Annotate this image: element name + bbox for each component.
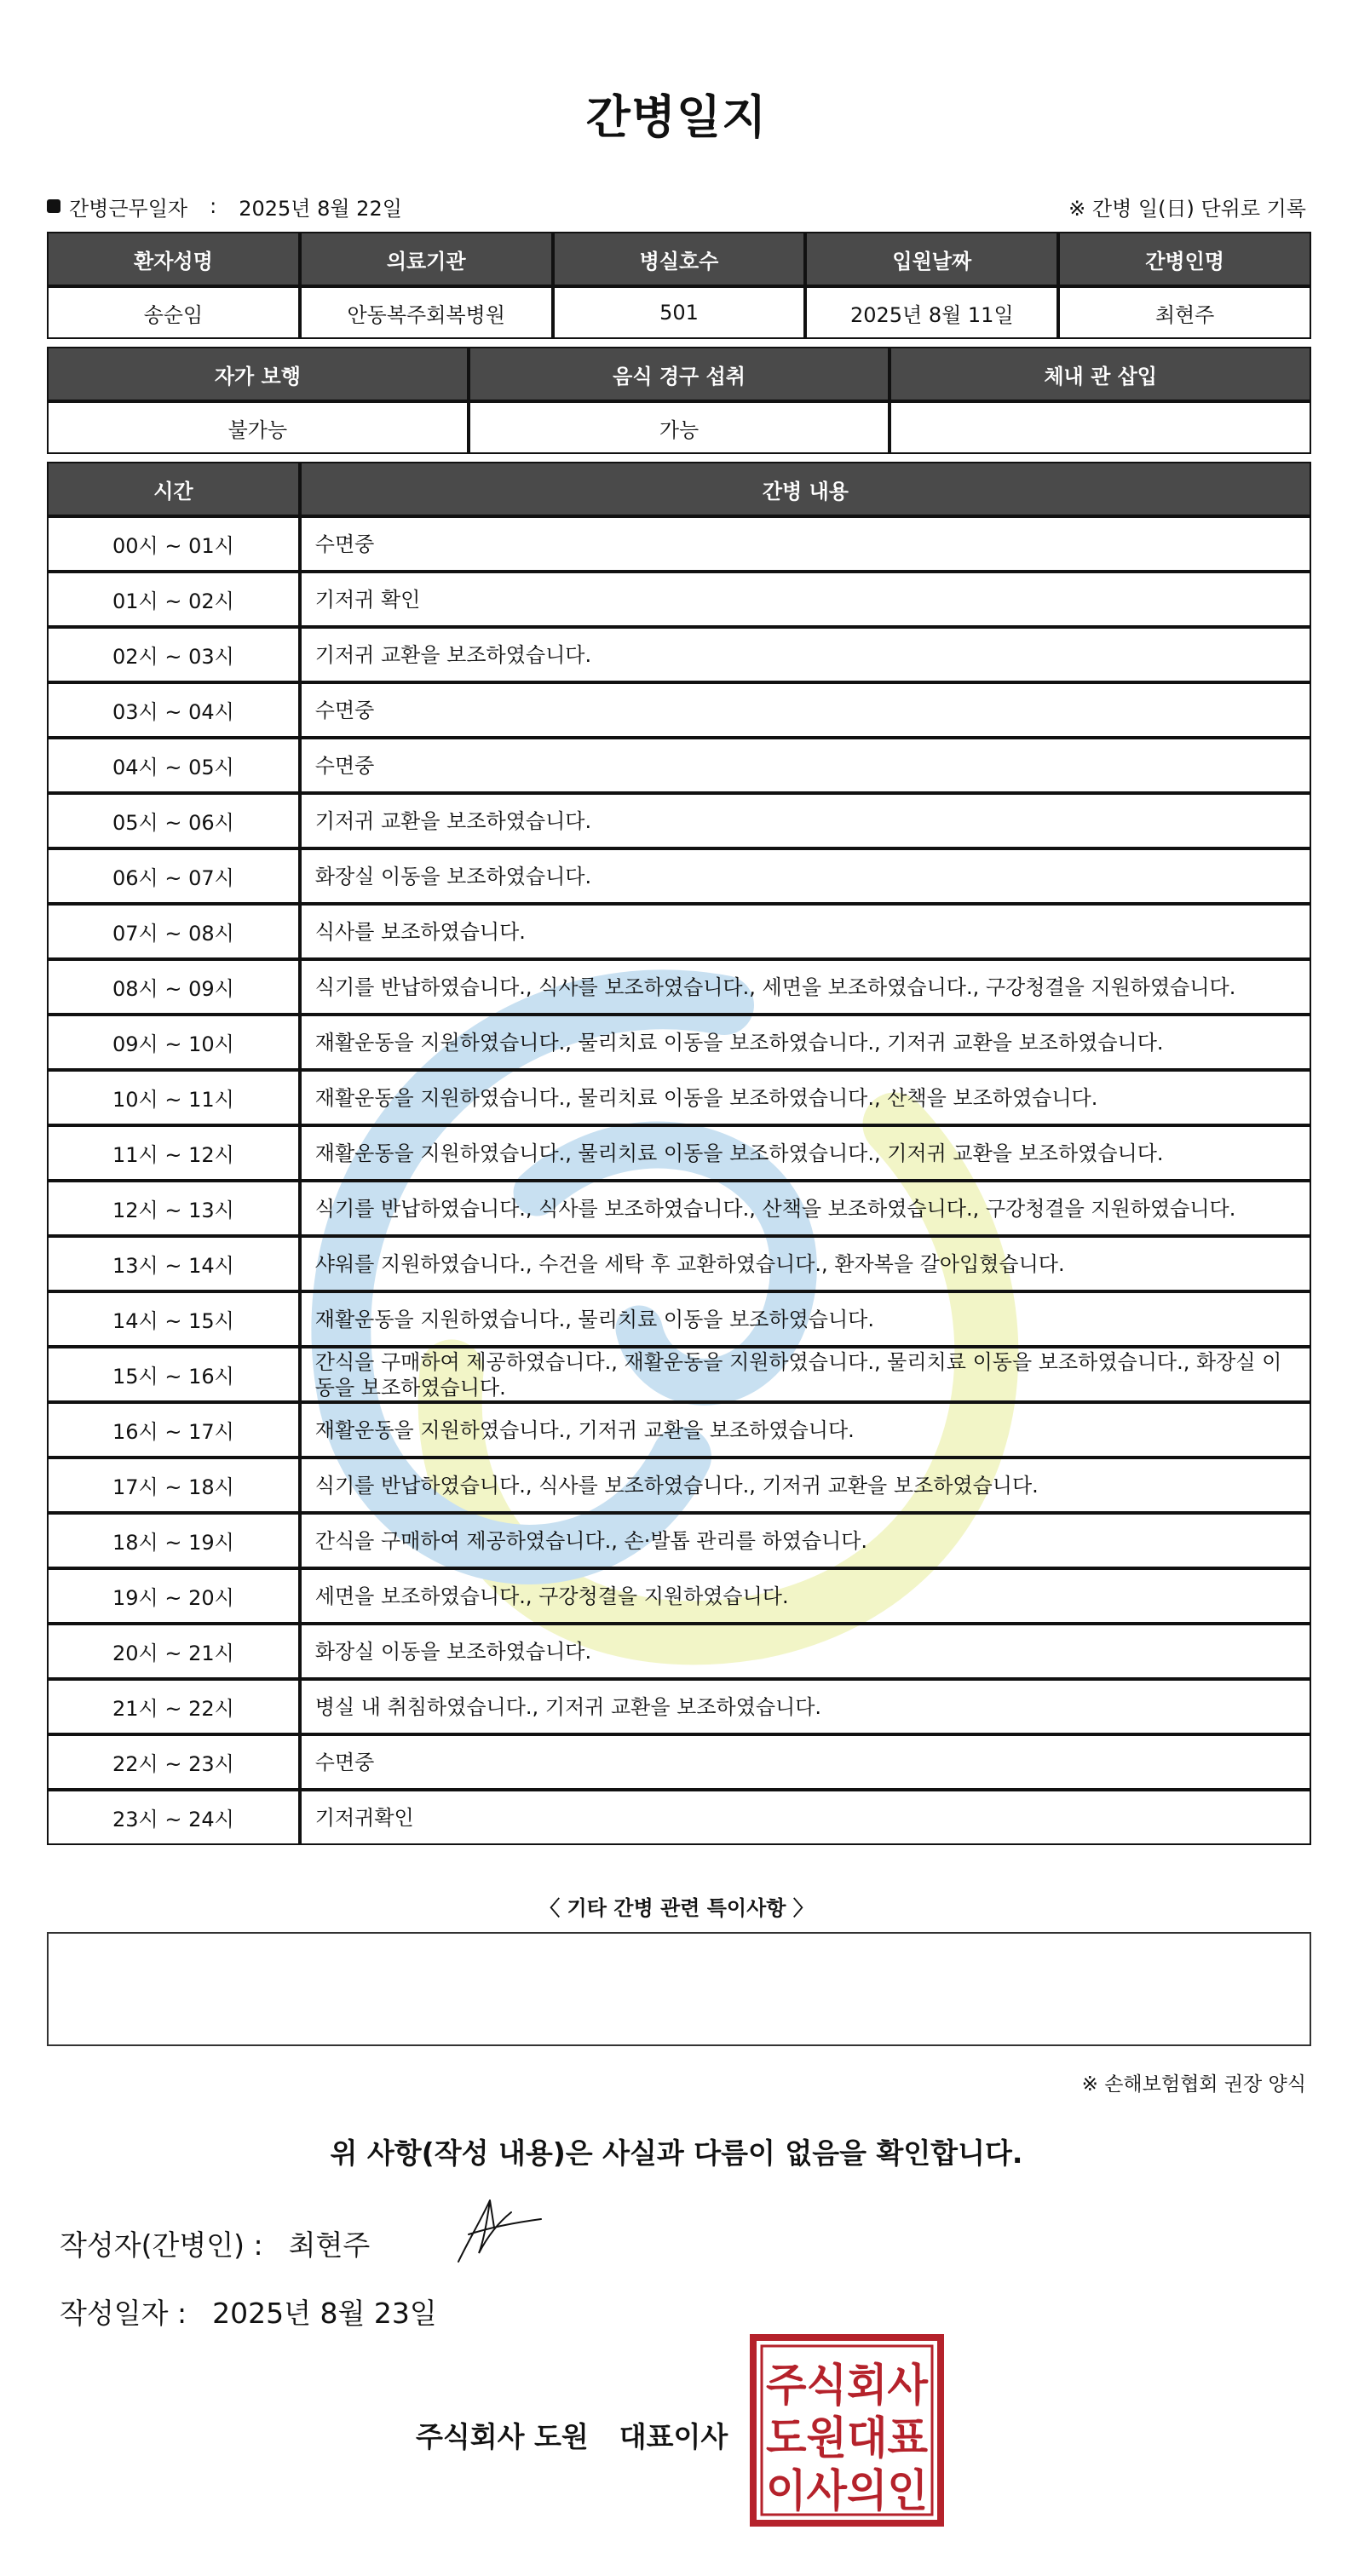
time-cell: 12시 ~ 13시 bbox=[47, 1181, 300, 1236]
time-cell: 22시 ~ 23시 bbox=[47, 1734, 300, 1790]
table-row bbox=[47, 959, 1311, 1015]
caregiver-name: 최현주 bbox=[1058, 286, 1311, 339]
table-row bbox=[47, 1015, 1311, 1070]
header-institution: 의료기관 bbox=[300, 232, 553, 286]
time-cell: 18시 ~ 19시 bbox=[47, 1513, 300, 1568]
time-cell: 19시 ~ 20시 bbox=[47, 1568, 300, 1624]
write-date-value: 2025년 8월 23일 bbox=[212, 2297, 437, 2330]
time-cell: 08시 ~ 09시 bbox=[47, 959, 300, 1015]
notes-label: 〈 기타 간병 관련 특이사항 〉 bbox=[539, 1896, 814, 1920]
table-row bbox=[47, 793, 1311, 848]
table-row bbox=[47, 1568, 1311, 1624]
care-content-cell: 기저귀 교환을 보조하였습니다. bbox=[300, 627, 1311, 682]
admission-date: 2025년 8월 11일 bbox=[805, 286, 1058, 339]
care-log-table bbox=[47, 462, 1311, 1845]
time-cell: 11시 ~ 12시 bbox=[47, 1125, 300, 1181]
svg-text:이사의인: 이사의인 bbox=[766, 2466, 928, 2517]
patient-name: 송순임 bbox=[47, 286, 300, 339]
work-date-line bbox=[47, 189, 1306, 223]
care-content-cell: 간식을 구매하여 제공하였습니다., 손·발톱 관리를 하였습니다. bbox=[300, 1513, 1311, 1568]
tube-insertion-status bbox=[890, 401, 1311, 454]
table-row bbox=[47, 904, 1311, 959]
care-content-cell: 화장실 이동을 보조하였습니다. bbox=[300, 848, 1311, 904]
header-walking: 자가 보행 bbox=[47, 347, 469, 401]
table-row bbox=[47, 1513, 1311, 1568]
walking-status: 불가능 bbox=[47, 401, 469, 454]
notes-box bbox=[47, 1932, 1311, 2046]
time-cell: 05시 ~ 06시 bbox=[47, 793, 300, 848]
time-cell: 01시 ~ 02시 bbox=[47, 572, 300, 627]
table-row bbox=[47, 627, 1311, 682]
header-tube-insertion: 체내 관 삽입 bbox=[890, 347, 1311, 401]
header-time: 시간 bbox=[47, 462, 300, 516]
write-date-line bbox=[60, 2291, 437, 2332]
table-row bbox=[47, 848, 1311, 904]
care-content-cell: 수면중 bbox=[300, 738, 1311, 793]
footnote: ※ 손해보험협회 권장 양식 bbox=[1081, 2073, 1306, 2096]
time-cell: 16시 ~ 17시 bbox=[47, 1402, 300, 1458]
time-cell: 00시 ~ 01시 bbox=[47, 516, 300, 572]
record-note: ※ 간병 일(日) 단위로 기록 bbox=[1068, 196, 1306, 221]
svg-text:주식회사: 주식회사 bbox=[766, 2360, 929, 2412]
care-content-cell: 재활운동을 지원하였습니다., 물리치료 이동을 보조하였습니다., 산책을 보조하였습니다. bbox=[300, 1070, 1311, 1125]
institution: 안동복주회복병원 bbox=[300, 286, 553, 339]
care-content-cell: 병실 내 취침하였습니다., 기저귀 교환을 보조하였습니다. bbox=[300, 1679, 1311, 1734]
care-content-cell: 기저귀 확인 bbox=[300, 572, 1311, 627]
company-name: 주식회사 도원 bbox=[416, 2420, 589, 2453]
time-cell: 06시 ~ 07시 bbox=[47, 848, 300, 904]
table-row bbox=[47, 516, 1311, 572]
care-content-cell: 기저귀 교환을 보조하였습니다. bbox=[300, 793, 1311, 848]
care-log-rows bbox=[47, 516, 1311, 1845]
care-content-cell: 식기를 반납하였습니다., 식사를 보조하였습니다., 세면을 보조하였습니다., 구강청결을 지원하였습니다. bbox=[300, 959, 1311, 1015]
time-cell: 23시 ~ 24시 bbox=[47, 1790, 300, 1845]
work-date-separator: : bbox=[210, 194, 217, 218]
writer-line bbox=[60, 2223, 370, 2263]
handwritten-signature bbox=[443, 2194, 545, 2270]
time-cell: 03시 ~ 04시 bbox=[47, 682, 300, 738]
care-content-cell: 수면중 bbox=[300, 1734, 1311, 1790]
table-row bbox=[47, 1347, 1311, 1402]
time-cell: 15시 ~ 16시 bbox=[47, 1347, 300, 1402]
company-line bbox=[416, 2415, 728, 2455]
care-content-cell: 수면중 bbox=[300, 516, 1311, 572]
care-content-cell: 재활운동을 지원하였습니다., 물리치료 이동을 보조하였습니다., 기저귀 교환을 보조하였습니다. bbox=[300, 1015, 1311, 1070]
bullet-square-icon bbox=[47, 199, 60, 213]
care-content-cell: 재활운동을 지원하였습니다., 기저귀 교환을 보조하였습니다. bbox=[300, 1402, 1311, 1458]
care-content-cell: 화장실 이동을 보조하였습니다. bbox=[300, 1624, 1311, 1679]
table-row bbox=[47, 1790, 1311, 1845]
time-cell: 21시 ~ 22시 bbox=[47, 1679, 300, 1734]
svg-text:도원대표: 도원대표 bbox=[766, 2413, 928, 2464]
care-content-cell: 간식을 구매하여 제공하였습니다., 재활운동을 지원하였습니다., 물리치료 이동을 보조하였습니다., 화장실 이동을 보조하였습니다. bbox=[300, 1347, 1311, 1402]
header-caregiver-name: 간병인명 bbox=[1058, 232, 1311, 286]
page-title: 간병일지 bbox=[585, 90, 768, 144]
care-content-cell: 샤워를 지원하였습니다., 수건을 세탁 후 교환하였습니다., 환자복을 갈아입혔습니다. bbox=[300, 1236, 1311, 1291]
care-content-cell: 식기를 반납하였습니다., 식사를 보조하였습니다., 산책을 보조하였습니다., 구강청결을 지원하였습니다. bbox=[300, 1181, 1311, 1236]
table-row bbox=[47, 1734, 1311, 1790]
table-row bbox=[47, 1679, 1311, 1734]
table-row bbox=[47, 1125, 1311, 1181]
time-cell: 13시 ~ 14시 bbox=[47, 1236, 300, 1291]
patient-status-table bbox=[47, 347, 1311, 454]
header-oral-intake: 음식 경구 섭취 bbox=[469, 347, 890, 401]
patient-info-table bbox=[47, 232, 1311, 339]
table-row bbox=[47, 1291, 1311, 1347]
time-cell: 02시 ~ 03시 bbox=[47, 627, 300, 682]
care-content-cell: 재활운동을 지원하였습니다., 물리치료 이동을 보조하였습니다. bbox=[300, 1291, 1311, 1347]
oral-intake-status: 가능 bbox=[469, 401, 890, 454]
time-cell: 17시 ~ 18시 bbox=[47, 1458, 300, 1513]
time-cell: 10시 ~ 11시 bbox=[47, 1070, 300, 1125]
time-cell: 20시 ~ 21시 bbox=[47, 1624, 300, 1679]
care-content-cell: 세면을 보조하였습니다., 구강청결을 지원하였습니다. bbox=[300, 1568, 1311, 1624]
write-date-label: 작성일자 : bbox=[60, 2297, 187, 2330]
time-cell: 14시 ~ 15시 bbox=[47, 1291, 300, 1347]
room-number: 501 bbox=[553, 286, 806, 339]
table-row bbox=[47, 1236, 1311, 1291]
table-row bbox=[47, 572, 1311, 627]
time-cell: 04시 ~ 05시 bbox=[47, 738, 300, 793]
confirmation-statement: 위 사항(작성 내용)은 사실과 다름이 없음을 확인합니다. bbox=[330, 2136, 1023, 2170]
header-care-content: 간병 내용 bbox=[300, 462, 1311, 516]
table-row bbox=[47, 1624, 1311, 1679]
work-date-value: 2025년 8월 22일 bbox=[239, 196, 402, 221]
work-date-label: 간병근무일자 bbox=[69, 196, 188, 221]
header-patient-name: 환자성명 bbox=[47, 232, 300, 286]
time-cell: 09시 ~ 10시 bbox=[47, 1015, 300, 1070]
header-admission-date: 입원날짜 bbox=[805, 232, 1058, 286]
table-row bbox=[47, 1402, 1311, 1458]
table-row bbox=[47, 1458, 1311, 1513]
table-row bbox=[47, 738, 1311, 793]
header-room-number: 병실호수 bbox=[553, 232, 806, 286]
table-row bbox=[47, 1181, 1311, 1236]
company-seal-stamp bbox=[750, 2334, 944, 2527]
care-content-cell: 재활운동을 지원하였습니다., 물리치료 이동을 보조하였습니다., 기저귀 교환을 보조하였습니다. bbox=[300, 1125, 1311, 1181]
care-content-cell: 식사를 보조하였습니다. bbox=[300, 904, 1311, 959]
writer-label: 작성자(간병인) : bbox=[60, 2228, 263, 2262]
table-row bbox=[47, 682, 1311, 738]
writer-name: 최현주 bbox=[288, 2228, 371, 2262]
care-content-cell: 식기를 반납하였습니다., 식사를 보조하였습니다., 기저귀 교환을 보조하였습니다. bbox=[300, 1458, 1311, 1513]
care-content-cell: 수면중 bbox=[300, 682, 1311, 738]
care-content-cell: 기저귀확인 bbox=[300, 1790, 1311, 1845]
time-cell: 07시 ~ 08시 bbox=[47, 904, 300, 959]
company-title: 대표이사 bbox=[619, 2420, 728, 2453]
table-row bbox=[47, 1070, 1311, 1125]
